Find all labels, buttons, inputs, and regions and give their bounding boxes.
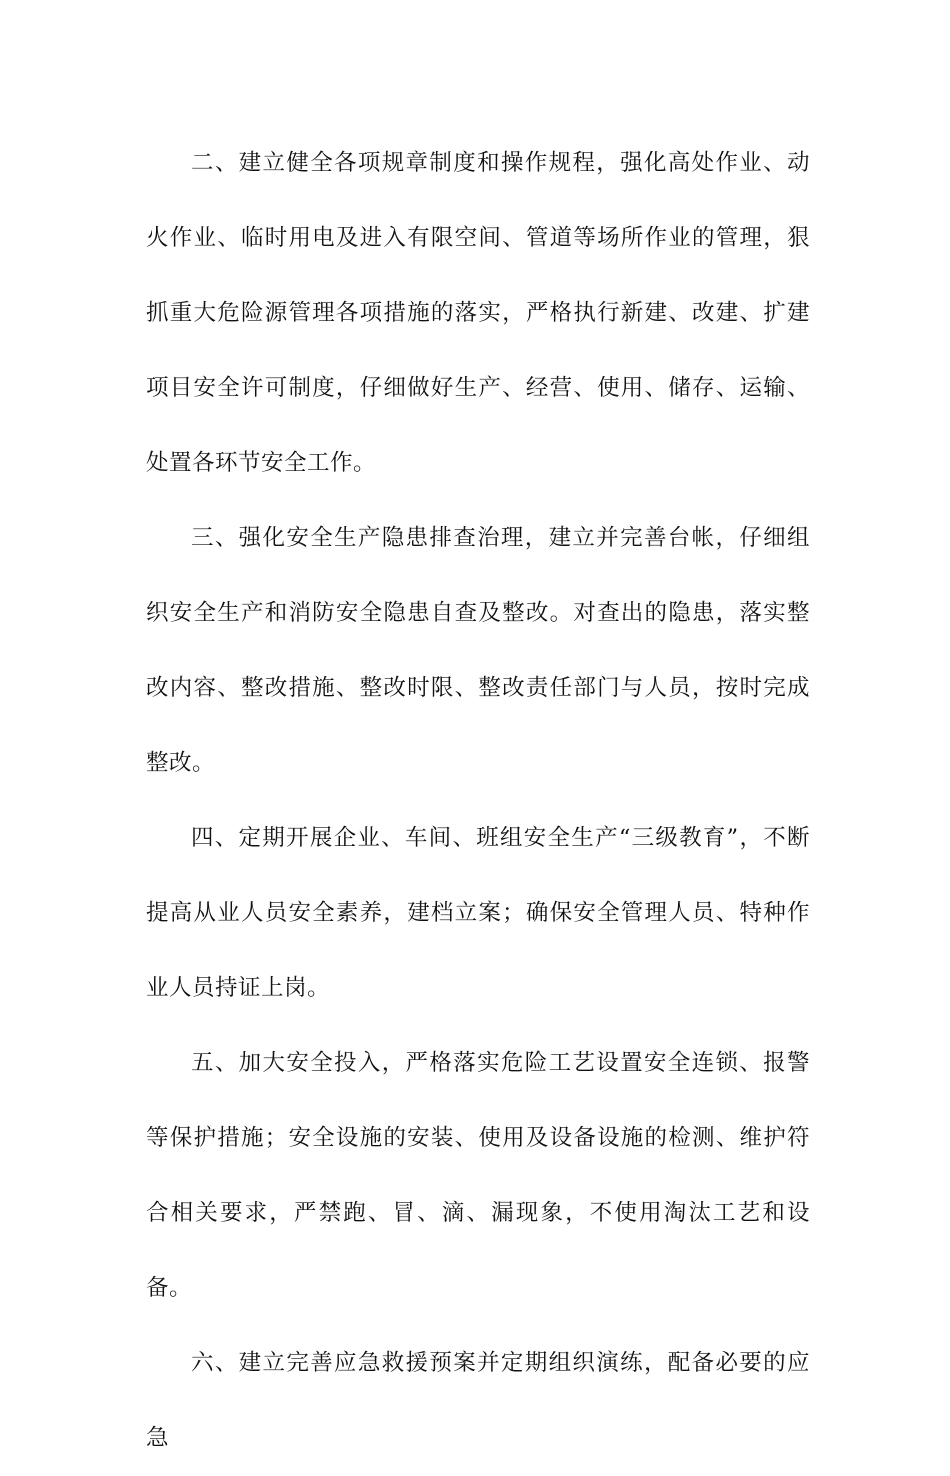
paragraph-6: 六、建立完善应急救援预案并定期组织演练，配备必要的应急 [146, 1350, 810, 1451]
paragraph-5: 五、加大安全投入，严格落实危险工艺设置安全连锁、报警等保护措施；安全设施的安装、使用及设备设施的检测、维护符合相关要求，严禁跑、冒、滴、漏现象，不使用淘汰工艺和设备。 [146, 1050, 810, 1301]
paragraph-4: 四、定期开展企业、车间、班组安全生产“三级教育”，不断提高从业人员安全素养，建档立案；确保安全管理人员、特种作业人员持证上岗。 [146, 825, 810, 1001]
paragraph-3: 三、强化安全生产隐患排查治理，建立并完善台帐，仔细组织安全生产和消防安全隐患自查及整改。对查出的隐患，落实整改内容、整改措施、整改时限、整改责任部门与人员，按时完成整改。 [146, 525, 810, 776]
document-body [146, 126, 810, 1476]
paragraph-2: 二、建立健全各项规章制度和操作规程，强化高处作业、动火作业、临时用电及进入有限空间、管道等场所作业的管理，狠抓重大危险源管理各项措施的落实，严格执行新建、改建、扩建项目安全许可制度，仔细做好生产、经营、使用、储存、运输、处置各环节安全工作。 [146, 150, 810, 476]
